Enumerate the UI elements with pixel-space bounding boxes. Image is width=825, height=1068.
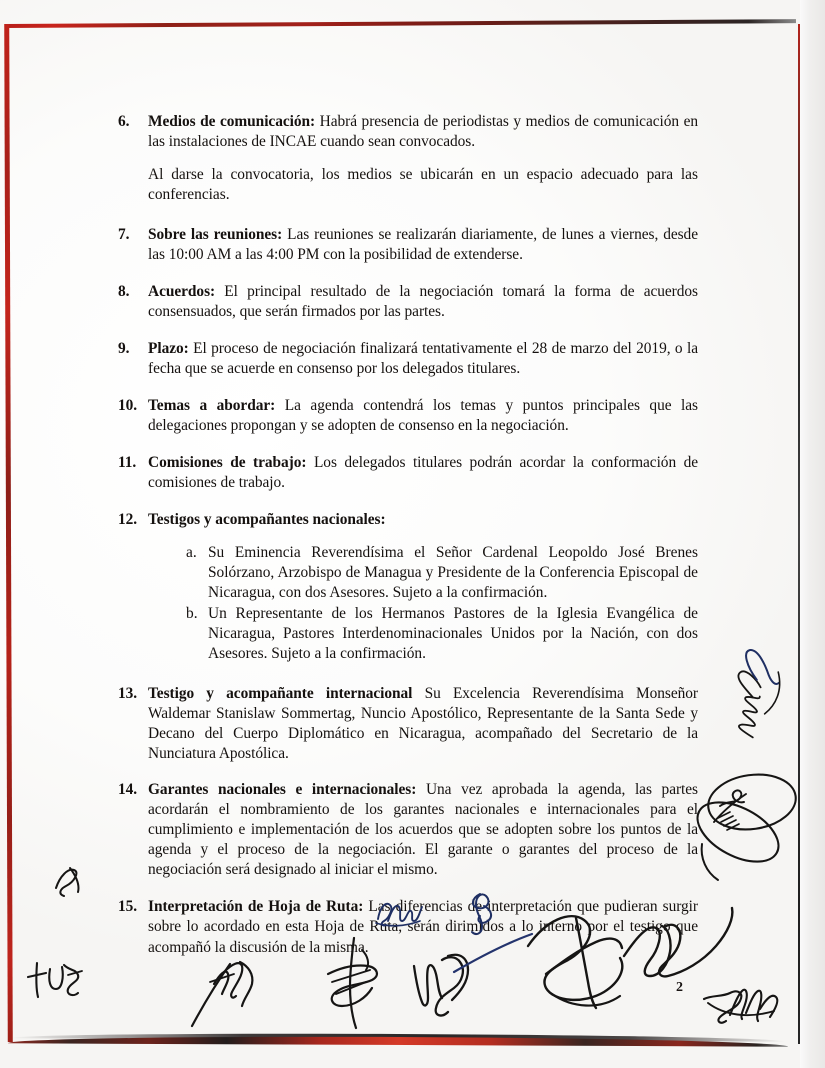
clause-lead: Testigo y acompañante internacional	[148, 685, 413, 703]
clause-body: Habrá presencia de periodistas y medios de comunicación en las instalaciones de INCAE cuando sean convocados.	[148, 113, 699, 151]
clause-body: Su Excelencia Reverendísima Monseñor Waldemar Stanislaw Sommertag, Nuncio Apostólico, Representante de la Santa Sede y Decano del Cuerpo Diplomático en Nicaragua, acompañado del Secretario de la Nunciatura Apostólica.	[148, 685, 698, 763]
clause-text	[148, 282, 698, 322]
clause-item-15	[118, 897, 698, 957]
clause-text	[148, 453, 698, 493]
clause-text	[148, 339, 698, 379]
clause-text	[148, 897, 698, 957]
sub-clause-text: Un Representante de los Hermanos Pastores de la Iglesia Evangélica de Nicaragua, Pastores Interdenominacionales Unidos por la Nación, con dos Asesores. Sujeto a la confirmación.	[208, 605, 698, 663]
clause-text	[148, 396, 698, 436]
clause-text	[148, 112, 698, 152]
clause-item-6	[118, 112, 698, 152]
page-edge-shading	[800, 0, 825, 1068]
clause-body: El proceso de negociación finalizará tentativamente el 28 de marzo del 2019, o la fecha que se acuerde en consenso por los delegados titulares.	[148, 340, 698, 378]
clause-lead: Acuerdos:	[148, 283, 216, 301]
clause-lead: Interpretación de Hoja de Ruta:	[148, 898, 364, 916]
clause-body: Una vez aprobada la agenda, las partes acordarán el nombramiento de los garantes nacionales e internacionales para el cumplimiento e implementación de los acuerdos que se adopten sobre los puntos de la agenda y el proceso de la negociación. El garante o garantes del proceso de la negociación será designado al iniciar el mismo.	[148, 781, 698, 879]
clause-text	[148, 225, 698, 265]
clause-item-14	[118, 780, 698, 880]
clause-lead: Comisiones de trabajo:	[148, 454, 307, 472]
clause-number: 6.	[118, 113, 130, 130]
clause-number: 7.	[118, 226, 130, 244]
clause-lead: Medios de comunicación:	[148, 113, 316, 130]
clause-item-8	[118, 282, 698, 322]
clause-12-sublist	[118, 543, 698, 664]
clause-text	[148, 684, 698, 764]
clause-item-10	[118, 396, 698, 436]
clause-body: Las diferencias de interpretación que pudieran surgir sobre lo acordado en esta Hoja de Ruta, serán dirimidos a lo interno por el testigo que acompañó la discusión de la misma.	[148, 898, 698, 956]
clause-lead: Garantes nacionales e internacionales:	[148, 781, 417, 799]
clause-number: 12.	[118, 511, 137, 529]
scan-border-right	[798, 24, 800, 1044]
sub-clause-marker: b.	[186, 605, 198, 623]
clause-item-7	[118, 225, 698, 265]
clause-item-13	[118, 684, 698, 764]
clause-lead: Plazo:	[148, 340, 189, 358]
clause-text	[148, 510, 698, 530]
sub-clause-a	[186, 543, 698, 603]
clause-lead: Sobre las reuniones:	[148, 226, 283, 244]
clause-number: 9.	[118, 340, 130, 358]
clause-body: Las reuniones se realizarán diariamente, de lunes a viernes, desde las 10:00 AM a las 4:00 PM con la posibilidad de extenderse.	[148, 226, 698, 264]
clause-number: 11.	[118, 454, 137, 472]
clause-item-12	[118, 510, 698, 530]
standalone-paragraph: Al darse la convocatoria, los medios se ubicarán en un espacio adecuado para las conferencias.	[148, 166, 698, 204]
clause-item-9	[118, 339, 698, 379]
page-number: 2	[676, 980, 683, 995]
clause-body: Los delegados titulares podrán acordar la conformación de comisiones de trabajo.	[148, 454, 699, 492]
clause-number: 14.	[118, 781, 137, 799]
sub-clause-text: Su Eminencia Reverendísima el Señor Cardenal Leopoldo José Brenes Solórzano, Arzobispo de Managua y Presidente de la Conferencia Episcopal de Nicaragua, con dos Asesores. Sujeto a la confirmación.	[208, 544, 698, 602]
document-text-body	[118, 112, 698, 971]
clause-number: 10.	[118, 397, 137, 415]
clause-body: La agenda contendrá los temas y puntos principales que las delegaciones propongan y se adopten de consenso en la negociación.	[148, 397, 698, 435]
clause-number: 15.	[118, 898, 137, 916]
clause-item-11	[118, 453, 698, 493]
clause-number: 8.	[118, 283, 130, 301]
clause-lead: Testigos y acompañantes nacionales:	[148, 511, 386, 529]
clause-body: El principal resultado de la negociación tomará la forma de acuerdos consensuados, que serán firmados por las partes.	[148, 283, 698, 321]
clause-text	[148, 780, 698, 880]
clause-number: 13.	[118, 685, 137, 703]
sub-clause-b	[186, 604, 698, 664]
clause-lead: Temas a abordar:	[148, 397, 276, 415]
sub-clause-marker: a.	[186, 544, 197, 562]
